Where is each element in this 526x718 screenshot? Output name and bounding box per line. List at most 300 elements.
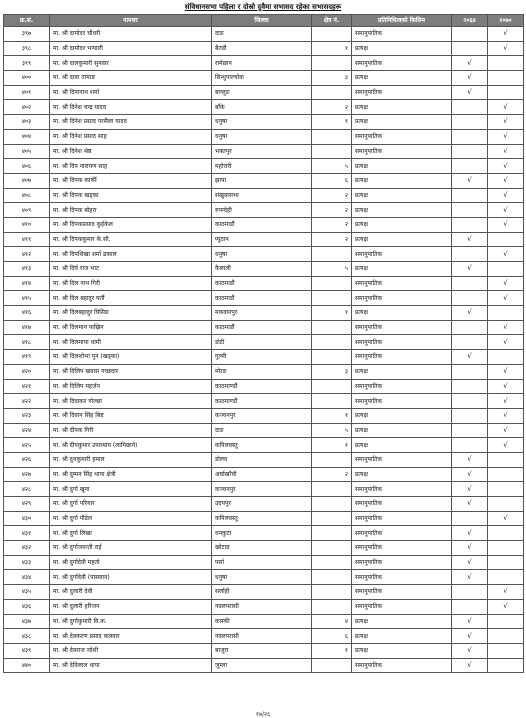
- mark-2070-cell: [488, 71, 524, 86]
- mark-2070-cell: √: [488, 408, 524, 423]
- serial-cell: ४११: [4, 232, 50, 247]
- table-row: [4, 85, 524, 100]
- mark-2070-cell: [488, 56, 524, 71]
- mark-2064-cell: [452, 511, 488, 526]
- name-cell: मा. श्री दिवान सिंह बिष्ट: [50, 408, 212, 423]
- mark-2064-cell: [452, 320, 488, 335]
- serial-cell: ४२४: [4, 423, 50, 438]
- representation-cell: समानुपातिक: [352, 394, 452, 409]
- mark-2070-cell: √: [488, 203, 524, 218]
- name-cell: मा. श्री दिलमान पाख्रिन: [50, 320, 212, 335]
- representation-cell: प्रत्यक्ष: [352, 100, 452, 115]
- representation-cell: प्रत्यक्ष: [352, 173, 452, 188]
- serial-cell: ४२९: [4, 497, 50, 512]
- table-row: [4, 306, 524, 321]
- district-cell: अर्घाखाँची: [212, 467, 312, 482]
- mark-2070-cell: [488, 555, 524, 570]
- name-cell: मा. श्री दिलिप खवास गच्छदार: [50, 364, 212, 379]
- mark-2064-cell: [452, 188, 488, 203]
- table-row: [4, 526, 524, 541]
- mark-2070-cell: √: [488, 159, 524, 174]
- col-header-constituency: क्षेत्र नं.: [312, 15, 352, 27]
- constituency-cell: [312, 541, 352, 556]
- constituency-cell: १: [312, 408, 352, 423]
- name-cell: मा. श्री दिपककुमार के.सी.: [50, 232, 212, 247]
- constituency-cell: १: [312, 306, 352, 321]
- district-cell: सिन्धुपाल्चोक: [212, 71, 312, 86]
- table-row: [4, 159, 524, 174]
- mark-2064-cell: [452, 291, 488, 306]
- district-cell: बैतडी: [212, 41, 312, 56]
- constituency-cell: [312, 56, 352, 71]
- constituency-cell: [312, 27, 352, 42]
- representation-cell: समानुपातिक: [352, 144, 452, 159]
- mark-2064-cell: [452, 129, 488, 144]
- constituency-cell: [312, 335, 352, 350]
- constituency-cell: २: [312, 217, 352, 232]
- district-cell: प्यूठान: [212, 232, 312, 247]
- district-cell: बाग्लुङ: [212, 85, 312, 100]
- members-table: [3, 14, 524, 673]
- constituency-cell: २: [312, 203, 352, 218]
- district-cell: दाङ: [212, 27, 312, 42]
- name-cell: मा. श्री दिनेश चन्द्र यादव: [50, 100, 212, 115]
- representation-cell: प्रत्यक्ष: [352, 217, 452, 232]
- col-header-serial: क्र.सं.: [4, 15, 50, 27]
- name-cell: मा. श्री दिलमाया धामी: [50, 335, 212, 350]
- serial-cell: ४०४: [4, 129, 50, 144]
- representation-cell: समानुपातिक: [352, 247, 452, 262]
- col-header-2070: २०७०: [488, 15, 524, 27]
- table-row: [4, 71, 524, 86]
- table-row: [4, 41, 524, 56]
- serial-cell: ४२३: [4, 408, 50, 423]
- table-row: [4, 629, 524, 644]
- constituency-cell: ३: [312, 71, 352, 86]
- constituency-cell: १: [312, 115, 352, 130]
- mark-2070-cell: √: [488, 599, 524, 614]
- mark-2064-cell: √: [452, 541, 488, 556]
- representation-cell: प्रत्यक्ष: [352, 232, 452, 247]
- serial-cell: ४०६: [4, 159, 50, 174]
- constituency-cell: [312, 570, 352, 585]
- name-cell: मा. श्री दीपक गिरी: [50, 423, 212, 438]
- mark-2070-cell: [488, 497, 524, 512]
- representation-cell: प्रत्यक्ष: [352, 408, 452, 423]
- representation-cell: प्रत्यक्ष: [352, 262, 452, 277]
- serial-cell: ४३१: [4, 526, 50, 541]
- serial-cell: ४२०: [4, 364, 50, 379]
- serial-cell: ४२८: [4, 482, 50, 497]
- name-cell: मा. श्री दिलबहादुर घिसिङ: [50, 306, 212, 321]
- mark-2070-cell: [488, 629, 524, 644]
- table-row: [4, 497, 524, 512]
- representation-cell: प्रत्यक्ष: [352, 188, 452, 203]
- district-cell: कैलाली: [212, 262, 312, 277]
- name-cell: मा. श्री दिलिप महर्जन: [50, 379, 212, 394]
- representation-cell: समानुपातिक: [352, 555, 452, 570]
- name-cell: मा. श्री दुधकुमारी हमाल: [50, 452, 212, 467]
- constituency-cell: [312, 85, 352, 100]
- district-cell: झापा: [212, 173, 312, 188]
- mark-2064-cell: [452, 394, 488, 409]
- table-row: [4, 115, 524, 130]
- mark-2064-cell: [452, 159, 488, 174]
- name-cell: मा. श्री दिपक बोहरा: [50, 203, 212, 218]
- table-row: [4, 614, 524, 629]
- constituency-cell: २: [312, 467, 352, 482]
- representation-cell: प्रत्यक्ष: [352, 203, 452, 218]
- table-row: [4, 320, 524, 335]
- name-cell: मा. श्री दुर्गाकुमारी वि.क.: [50, 614, 212, 629]
- mark-2064-cell: √: [452, 497, 488, 512]
- serial-cell: ४०३: [4, 115, 50, 130]
- representation-cell: समानुपातिक: [352, 350, 452, 365]
- district-cell: डोल्पा: [212, 452, 312, 467]
- table-row: [4, 144, 524, 159]
- table-row: [4, 291, 524, 306]
- constituency-cell: [312, 555, 352, 570]
- representation-cell: समानुपातिक: [352, 541, 452, 556]
- mark-2064-cell: [452, 364, 488, 379]
- serial-cell: ४२५: [4, 438, 50, 453]
- representation-cell: समानुपातिक: [352, 482, 452, 497]
- table-row: [4, 247, 524, 262]
- mark-2070-cell: [488, 570, 524, 585]
- serial-cell: ३९७: [4, 27, 50, 42]
- district-cell: महोत्तरी: [212, 159, 312, 174]
- mark-2064-cell: √: [452, 85, 488, 100]
- serial-cell: ४१२: [4, 247, 50, 262]
- name-cell: मा. श्री दिर्घ राज भाट: [50, 262, 212, 277]
- serial-cell: ३९९: [4, 56, 50, 71]
- name-cell: मा. श्री दुर्गादेवी महतो: [50, 555, 212, 570]
- mark-2070-cell: [488, 526, 524, 541]
- district-cell: काठमाण्डौं: [212, 379, 312, 394]
- representation-cell: प्रत्यक्ष: [352, 629, 452, 644]
- mark-2064-cell: [452, 144, 488, 159]
- mark-2064-cell: [452, 100, 488, 115]
- mark-2070-cell: √: [488, 423, 524, 438]
- name-cell: मा. श्री दालकुमारी सुनवार: [50, 56, 212, 71]
- name-cell: मा. श्री दामोदर भण्डारी: [50, 41, 212, 56]
- mark-2064-cell: √: [452, 526, 488, 541]
- district-cell: धनुषा: [212, 129, 312, 144]
- name-cell: मा. श्री दिल नाथ गिरी: [50, 276, 212, 291]
- mark-2070-cell: [488, 482, 524, 497]
- name-cell: मा. श्री देविलाल थापा: [50, 658, 212, 673]
- mark-2070-cell: √: [488, 291, 524, 306]
- constituency-cell: ५: [312, 423, 352, 438]
- serial-cell: ४१३: [4, 262, 50, 277]
- representation-cell: प्रत्यक्ष: [352, 364, 452, 379]
- mark-2070-cell: √: [488, 27, 524, 42]
- table-row: [4, 452, 524, 467]
- serial-cell: ४१८: [4, 335, 50, 350]
- serial-cell: ४०१: [4, 85, 50, 100]
- serial-cell: ४२६: [4, 452, 50, 467]
- district-cell: कास्की: [212, 614, 312, 629]
- table-row: [4, 555, 524, 570]
- representation-cell: समानुपातिक: [352, 452, 452, 467]
- table-header-row: [4, 15, 524, 27]
- table-row: [4, 408, 524, 423]
- mark-2064-cell: [452, 335, 488, 350]
- district-cell: धनुषा: [212, 247, 312, 262]
- col-header-2064: २०६४: [452, 15, 488, 27]
- district-cell: काठमाडौं: [212, 320, 312, 335]
- name-cell: मा. श्री दीपकुमार उपाध्याय (लामिछाने): [50, 438, 212, 453]
- district-cell: धनुषा: [212, 570, 312, 585]
- constituency-cell: [312, 526, 352, 541]
- mark-2070-cell: √: [488, 320, 524, 335]
- constituency-cell: [312, 276, 352, 291]
- table-body: [4, 27, 524, 673]
- mark-2064-cell: √: [452, 555, 488, 570]
- serial-cell: ४३६: [4, 599, 50, 614]
- representation-cell: समानुपातिक: [352, 511, 452, 526]
- mark-2070-cell: √: [488, 511, 524, 526]
- mark-2070-cell: [488, 452, 524, 467]
- table-row: [4, 350, 524, 365]
- district-cell: कञ्चनपुर: [212, 482, 312, 497]
- mark-2070-cell: √: [488, 217, 524, 232]
- table-row: [4, 217, 524, 232]
- serial-cell: ४३४: [4, 570, 50, 585]
- table-row: [4, 379, 524, 394]
- district-cell: धनकुटा: [212, 526, 312, 541]
- name-cell: मा. श्री दुर्गा लिखा: [50, 526, 212, 541]
- district-cell: रामेछाप: [212, 56, 312, 71]
- district-cell: मकवानपुर: [212, 306, 312, 321]
- serial-cell: ४३३: [4, 555, 50, 570]
- serial-cell: ४३९: [4, 643, 50, 658]
- name-cell: मा. श्री दुर्गा पौडेल: [50, 511, 212, 526]
- representation-cell: समानुपातिक: [352, 585, 452, 600]
- serial-cell: ४३५: [4, 585, 50, 600]
- representation-cell: समानुपातिक: [352, 335, 452, 350]
- table-row: [4, 276, 524, 291]
- mark-2064-cell: √: [452, 350, 488, 365]
- district-cell: मोरङ: [212, 364, 312, 379]
- table-row: [4, 394, 524, 409]
- serial-cell: ४३७: [4, 614, 50, 629]
- mark-2070-cell: [488, 658, 524, 673]
- district-cell: गुल्मी: [212, 350, 312, 365]
- representation-cell: समानुपातिक: [352, 320, 452, 335]
- table-row: [4, 570, 524, 585]
- mark-2064-cell: √: [452, 71, 488, 86]
- mark-2064-cell: [452, 276, 488, 291]
- table-row: [4, 364, 524, 379]
- representation-cell: समानुपातिक: [352, 85, 452, 100]
- representation-cell: प्रत्यक्ष: [352, 467, 452, 482]
- mark-2064-cell: [452, 27, 488, 42]
- serial-cell: ४१५: [4, 291, 50, 306]
- serial-cell: ४१६: [4, 306, 50, 321]
- mark-2070-cell: √: [488, 438, 524, 453]
- constituency-cell: [312, 320, 352, 335]
- constituency-cell: [312, 129, 352, 144]
- name-cell: मा. श्री दिपक खड्का: [50, 188, 212, 203]
- document-title: संविधानसभा पहिला र दोस्रो दुवैमा सभासद रहेका सभासदहरू: [184, 3, 342, 11]
- constituency-cell: [312, 585, 352, 600]
- constituency-cell: [312, 599, 352, 614]
- mark-2070-cell: √: [488, 41, 524, 56]
- district-cell: दाङ: [212, 423, 312, 438]
- serial-cell: ४००: [4, 71, 50, 86]
- district-cell: जुम्ला: [212, 658, 312, 673]
- mark-2070-cell: [488, 614, 524, 629]
- mark-2064-cell: √: [452, 306, 488, 321]
- mark-2064-cell: √: [452, 56, 488, 71]
- table-row: [4, 423, 524, 438]
- page-number: १७/२६: [255, 711, 271, 718]
- constituency-cell: १: [312, 438, 352, 453]
- serial-cell: ४३८: [4, 629, 50, 644]
- district-cell: पर्सा: [212, 555, 312, 570]
- district-cell: खोटाङ: [212, 541, 312, 556]
- serial-cell: ४३२: [4, 541, 50, 556]
- mark-2070-cell: √: [488, 247, 524, 262]
- constituency-cell: [312, 379, 352, 394]
- name-cell: मा. श्री दिनेश श्रेष्ठ: [50, 144, 212, 159]
- table-row: [4, 56, 524, 71]
- district-cell: काठमाडौं: [212, 217, 312, 232]
- mark-2064-cell: [452, 217, 488, 232]
- constituency-cell: [312, 452, 352, 467]
- district-cell: बाँके: [212, 100, 312, 115]
- representation-cell: समानुपातिक: [352, 658, 452, 673]
- representation-cell: समानुपातिक: [352, 379, 452, 394]
- representation-cell: समानुपातिक: [352, 291, 452, 306]
- col-header-representation: प्रतिनिधित्वको किसिम: [352, 15, 452, 27]
- representation-cell: प्रत्यक्ष: [352, 643, 452, 658]
- mark-2064-cell: √: [452, 467, 488, 482]
- constituency-cell: [312, 482, 352, 497]
- mark-2064-cell: [452, 438, 488, 453]
- representation-cell: समानुपातिक: [352, 570, 452, 585]
- serial-cell: ४१०: [4, 217, 50, 232]
- name-cell: मा. श्री दुर्गा खुना: [50, 482, 212, 497]
- representation-cell: प्रत्यक्ष: [352, 306, 452, 321]
- table-row: [4, 599, 524, 614]
- mark-2064-cell: √: [452, 570, 488, 585]
- serial-cell: ४१७: [4, 320, 50, 335]
- district-cell: कञ्चनपुर: [212, 408, 312, 423]
- constituency-cell: २: [312, 232, 352, 247]
- name-cell: मा. श्री दिपकप्रसाद कुईकेल: [50, 217, 212, 232]
- mark-2064-cell: [452, 585, 488, 600]
- constituency-cell: [312, 247, 352, 262]
- district-cell: काठमाडौं: [212, 291, 312, 306]
- district-cell: काठमाण्डौं: [212, 394, 312, 409]
- mark-2064-cell: √: [452, 452, 488, 467]
- constituency-cell: [312, 350, 352, 365]
- district-cell: डोटी: [212, 335, 312, 350]
- representation-cell: समानुपातिक: [352, 129, 452, 144]
- mark-2064-cell: [452, 115, 488, 130]
- mark-2064-cell: √: [452, 262, 488, 277]
- mark-2070-cell: [488, 350, 524, 365]
- constituency-cell: ४: [312, 614, 352, 629]
- name-cell: मा. श्री दिपशिखा शर्मा ढकाल: [50, 247, 212, 262]
- mark-2064-cell: [452, 247, 488, 262]
- table-row: [4, 129, 524, 144]
- representation-cell: समानुपातिक: [352, 276, 452, 291]
- name-cell: मा. श्री देवराज जोशी: [50, 643, 212, 658]
- constituency-cell: ६: [312, 173, 352, 188]
- name-cell: मा. श्री दिनेश प्रसाद परसैला यादव: [50, 115, 212, 130]
- name-cell: मा. श्री दिल बहादुर घर्ती: [50, 291, 212, 306]
- constituency-cell: [312, 291, 352, 306]
- table-row: [4, 482, 524, 497]
- district-cell: धनुषा: [212, 115, 312, 130]
- constituency-cell: [312, 394, 352, 409]
- mark-2070-cell: [488, 643, 524, 658]
- mark-2070-cell: [488, 232, 524, 247]
- serial-cell: ३९८: [4, 41, 50, 56]
- constituency-cell: ५: [312, 262, 352, 277]
- district-cell: भक्तपुर: [212, 144, 312, 159]
- name-cell: मा. श्री दामोदर चौधरी: [50, 27, 212, 42]
- mark-2064-cell: √: [452, 482, 488, 497]
- mark-2070-cell: √: [488, 379, 524, 394]
- representation-cell: समानुपातिक: [352, 56, 452, 71]
- mark-2070-cell: [488, 262, 524, 277]
- mark-2070-cell: [488, 467, 524, 482]
- table-row: [4, 643, 524, 658]
- representation-cell: समानुपातिक: [352, 497, 452, 512]
- serial-cell: ४२२: [4, 394, 50, 409]
- table-row: [4, 262, 524, 277]
- mark-2070-cell: [488, 306, 524, 321]
- table-row: [4, 541, 524, 556]
- name-cell: मा. श्री दुर्गाजयन्ती राई: [50, 541, 212, 556]
- name-cell: मा. श्री दिनेश प्रसाद साह: [50, 129, 212, 144]
- name-cell: मा. श्री दिनानाथ शर्मा: [50, 85, 212, 100]
- name-cell: मा. श्री दावा तामाङ: [50, 71, 212, 86]
- district-cell: उदयपुर: [212, 497, 312, 512]
- mark-2070-cell: √: [488, 129, 524, 144]
- serial-cell: ४२१: [4, 379, 50, 394]
- serial-cell: ४२७: [4, 467, 50, 482]
- constituency-cell: १: [312, 643, 352, 658]
- district-cell: रुपन्देही: [212, 203, 312, 218]
- serial-cell: ४४०: [4, 658, 50, 673]
- mark-2064-cell: √: [452, 629, 488, 644]
- district-cell: संखुवासभा: [212, 188, 312, 203]
- mark-2070-cell: √: [488, 115, 524, 130]
- name-cell: मा. श्री दिपक कार्की: [50, 173, 212, 188]
- table-row: [4, 100, 524, 115]
- serial-cell: ४०८: [4, 188, 50, 203]
- mark-2064-cell: [452, 408, 488, 423]
- representation-cell: प्रत्यक्ष: [352, 41, 452, 56]
- table-row: [4, 467, 524, 482]
- serial-cell: ४१४: [4, 276, 50, 291]
- name-cell: मा. श्री दुर्गा परियार: [50, 497, 212, 512]
- constituency-cell: २: [312, 188, 352, 203]
- district-cell: कपिलवस्तु: [212, 511, 312, 526]
- serial-cell: ४३०: [4, 511, 50, 526]
- col-header-district: जिल्ला: [212, 15, 312, 27]
- constituency-cell: ५: [312, 159, 352, 174]
- mark-2064-cell: √: [452, 232, 488, 247]
- table-row: [4, 658, 524, 673]
- mark-2064-cell: [452, 599, 488, 614]
- table-row: [4, 173, 524, 188]
